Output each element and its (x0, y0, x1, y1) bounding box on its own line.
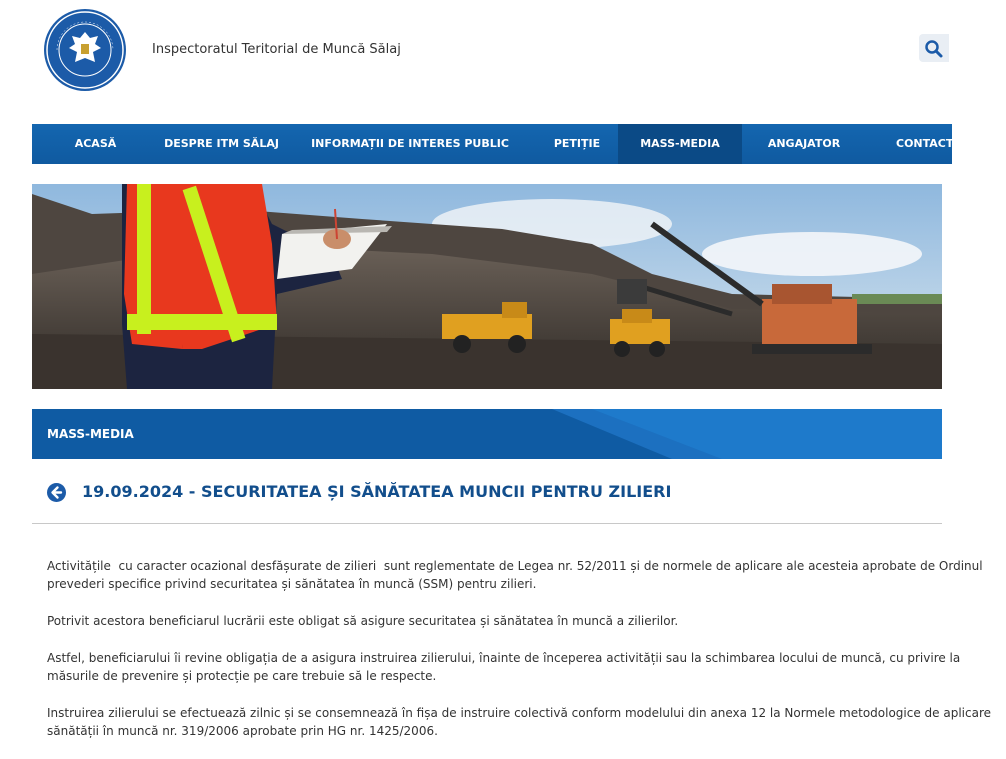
mining-worker-image (32, 184, 942, 389)
nav-item-informatii[interactable]: INFORMAȚII DE INTERES PUBLIC (311, 137, 509, 150)
nav-item-acasa[interactable]: ACASĂ (74, 137, 117, 150)
site-header (0, 0, 940, 120)
section-header (32, 409, 942, 459)
site-title[interactable]: Inspectoratul Teritorial de Muncă Sălaj (152, 42, 401, 57)
government-logo[interactable] (43, 8, 127, 92)
article-body (47, 557, 992, 759)
article-title: 19.09.2024 - SECURITATEA ȘI SĂNĂTATEA MUNCII PENTRU ZILIERI (82, 482, 672, 501)
article-paragraph: Instruirea zilierului se efectuează zilnic și se consemnează în fișa de instruire colectivă conform modelului din anexa 12 la Normele metodologice de aplicare sănătății în muncă nr. 319/2006 aprobate prin HG nr. 1425/2006. (47, 706, 992, 738)
article-paragraph: Activitățile cu caracter ocazional desfășurate de zilieri sunt reglementate de Legea nr. 52/2011 și de normele de aplicare ale acesteia aprobate de Ordinul prevederi specifice privind securitatea și sănătatea în muncă (SSM) pentru zilieri. (47, 559, 983, 591)
section-label: MASS-MEDIA (47, 427, 134, 441)
nav-item-despre[interactable]: DESPRE ITM SĂLAJ (164, 137, 279, 150)
hero-banner (32, 184, 942, 389)
search-button[interactable] (919, 34, 949, 62)
article-paragraph: Potrivit acestora beneficiarul lucrării este obligat să asigure securitatea și sănătatea în muncă a zilierilor. (47, 614, 679, 628)
section-decoration (32, 409, 942, 459)
main-navigation (32, 124, 952, 164)
nav-item-contact[interactable]: CONTACT (896, 137, 954, 150)
nav-item-mass-media[interactable]: MASS-MEDIA (618, 124, 742, 164)
back-arrow-icon[interactable] (47, 483, 66, 502)
title-divider (32, 523, 942, 524)
article-paragraph: Astfel, beneficiarului îi revine obligația de a asigura instruirea zilierului, înainte de începerea activității sau la schimbarea locului de muncă, cu privire la măsurile de prevenire și protecție pe care trebuie să le respecte. (47, 651, 961, 683)
nav-item-petitie[interactable]: PETIȚIE (553, 137, 601, 150)
nav-item-angajator[interactable]: ANGAJATOR (767, 137, 841, 150)
search-icon (924, 39, 944, 59)
